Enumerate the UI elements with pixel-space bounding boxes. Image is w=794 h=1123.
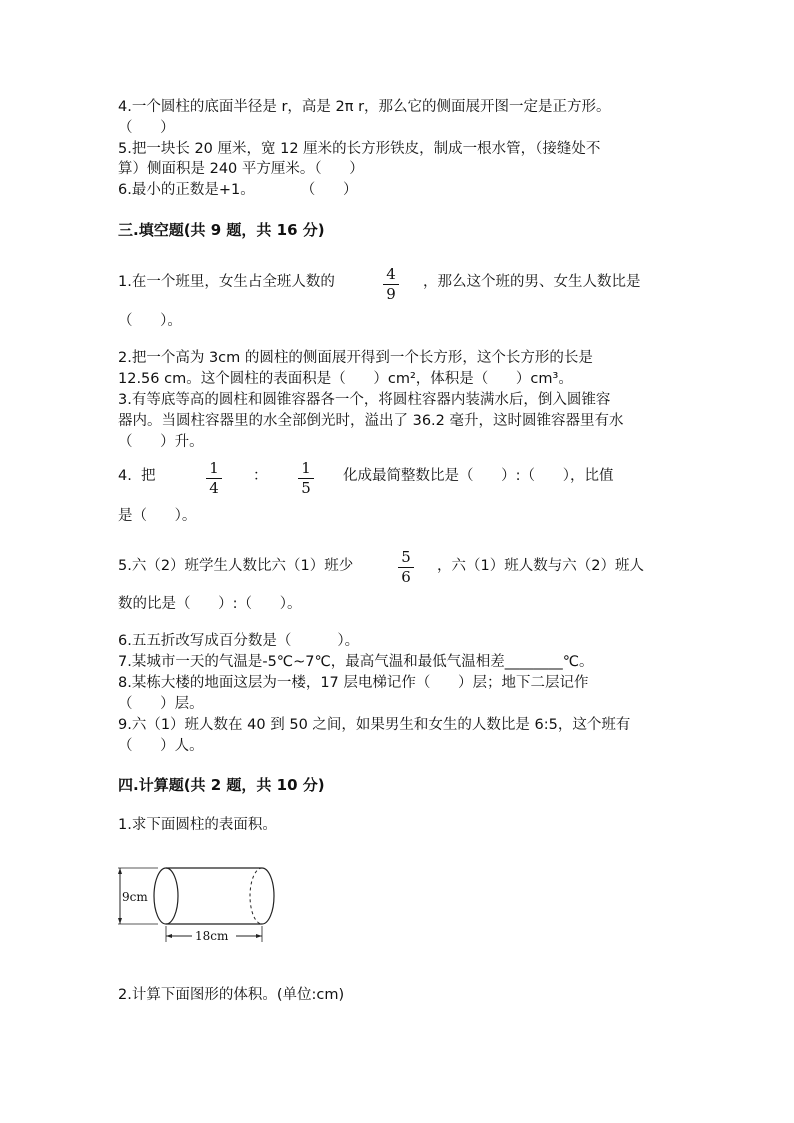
calc-q1: 1.求下面圆柱的表面积。 — [118, 817, 277, 833]
fill-q4-text-b: 化成最简整数比是（ ）:（ ），比值 — [343, 468, 614, 484]
judge-q5-line2: 算）侧面积是 240 平方厘米。（ ） — [118, 161, 364, 177]
fraction-numerator: 4 — [386, 265, 396, 283]
calc-q2: 2.计算下面图形的体积。(单位:cm) — [118, 987, 345, 1003]
fill-q8-line1: 8.某栋大楼的地面这层为一楼，17 层电梯记作（ ）层；地下二层记作 — [118, 675, 589, 691]
fraction-denominator: 5 — [301, 479, 311, 497]
fill-q3-line2: 器内。当圆柱容器里的水全部倒光时，溢出了 36.2 毫升，这时圆锥容器里有水 — [118, 413, 624, 429]
fill-q5-text-c: 数的比是（ ）:（ ）。 — [118, 596, 302, 612]
fraction-numerator: 1 — [209, 459, 219, 477]
judge-q6: 6.最小的正数是+1。 （ ） — [118, 182, 358, 198]
fill-q2-line1: 2.把一个高为 3cm 的圆柱的侧面展开得到一个长方形，这个长方形的长是 — [118, 350, 593, 366]
fill-q3-line3: （ ）升。 — [118, 434, 204, 450]
fill-q4-fraction2 — [298, 460, 314, 497]
fill-q3-line1: 3.有等底等高的圆柱和圆锥容器各一个，将圆柱容器内装满水后，倒入圆锥容 — [118, 392, 611, 408]
fraction-numerator: 5 — [401, 548, 411, 566]
judge-q4-answer-blank[interactable]: （ ） — [118, 120, 175, 136]
fill-q1-fraction — [383, 266, 399, 303]
fill-q1-text-a: 1.在一个班里，女生占全班人数的 — [118, 274, 335, 290]
fill-q5-text-a: 5.六（2）班学生人数比六（1）班少 — [118, 558, 354, 574]
section3-heading: 三.填空题(共 9 题，共 16 分) — [118, 221, 325, 239]
fill-q9-line2: （ ）人。 — [118, 738, 204, 754]
height-dimension — [118, 868, 158, 924]
fraction-denominator: 9 — [386, 285, 396, 303]
judge-q5-line1: 5.把一块长 20 厘米，宽 12 厘米的长方形铁皮，制成一根水管，（接缝处不 — [118, 141, 601, 157]
fill-q4-text-a: 4. 把 — [118, 468, 156, 484]
fill-q4-text-c: 是（ ）。 — [118, 508, 197, 524]
height-label: 9cm — [122, 890, 148, 904]
fill-q8-line2: （ ）层。 — [118, 696, 204, 712]
fill-q4-fraction1 — [206, 460, 222, 497]
cylinder-body — [154, 868, 274, 924]
judge-q4-line1: 4.一个圆柱的底面半径是 r，高是 2π r，那么它的侧面展开图一定是正方形。 — [118, 99, 611, 115]
fill-q1-answer-blank[interactable]: （ ）。 — [118, 313, 182, 329]
fill-q4-colon: ： — [253, 468, 268, 484]
fraction-numerator: 1 — [301, 459, 311, 477]
fill-q7: 7.某城市一天的气温是-5℃~7℃，最高气温和最低气温相差________℃。 — [118, 654, 594, 670]
fill-q2-line2: 12.56 cm。这个圆柱的表面积是（ ）cm²，体积是（ ）cm³。 — [118, 371, 573, 387]
fill-q9-line1: 9.六（1）班人数在 40 到 50 之间，如果男生和女生的人数比是 6:5，这个班有 — [118, 717, 631, 733]
fraction-denominator: 6 — [401, 568, 411, 586]
fill-q5-text-b: ，六（1）班人数与六（2）班人 — [437, 558, 644, 574]
fill-q1-text-b: ，那么这个班的男、女生人数比是 — [423, 274, 641, 290]
fill-q5-fraction — [398, 549, 414, 586]
section4-heading: 四.计算题(共 2 题，共 10 分) — [118, 776, 325, 794]
cylinder-figure — [118, 858, 288, 950]
length-label: 18cm — [195, 929, 229, 943]
length-dimension — [166, 926, 262, 944]
fraction-denominator: 4 — [209, 479, 219, 497]
fill-q6: 6.五五折改写成百分数是（ ）。 — [118, 633, 360, 649]
